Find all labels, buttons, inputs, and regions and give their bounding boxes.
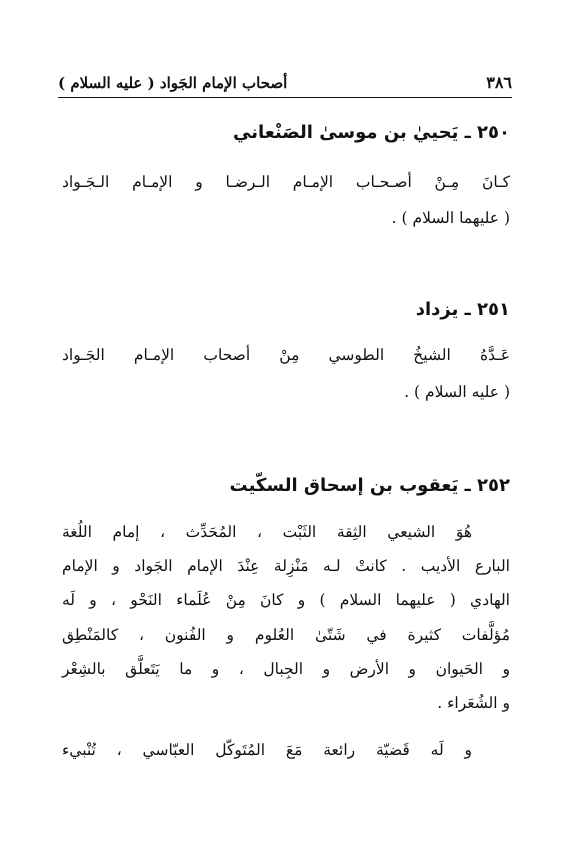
page-header — [58, 62, 512, 92]
entry-250-line: ( عليهما السلام ) . — [391, 209, 510, 227]
entry-252-line: الهادي ( عليهما السلام ) و كانَ مِنْ عُلَماء النَحْو ، و لَه — [62, 591, 510, 609]
entry-250-line: كـانَ مِـنْ أصـحـاب الإمـام الـرضـا و الإمـام الـجَـواد — [62, 173, 510, 191]
entry-251-line: ( عليه السلام ) . — [404, 383, 510, 401]
entry-252-line: هُوَ الشيعي الثِقة الثَبْت ، المُحَدِّث ، إمام اللُغة — [62, 523, 472, 541]
entry-252-line: البارع الأديب . كانتْ لـه مَنْزِلة عِنْدَ الإمام الجَواد و الإمام — [62, 557, 510, 575]
running-title: أصحاب الإمام الجَواد ( عليه السلام ) — [58, 74, 288, 92]
entry-252-line: و لَه قَضيّة رائعة مَعَ المُتَوكّل العبّاسي ، تُنْبيء — [62, 741, 472, 759]
entry-heading-251: ٢٥١ ـ يزداد — [415, 299, 510, 320]
entry-heading-250: ٢٥٠ ـ يَحييٰ بن موسىٰ الصَنْعاني — [233, 122, 510, 143]
header-divider — [58, 97, 512, 98]
entry-251-line: عَـدَّهُ الشيخُ الطوسي مِنْ أصحاب الإمـام الجَـواد — [62, 346, 510, 364]
entry-252-line: و الشُعَراء . — [437, 694, 510, 712]
entry-252-line: و الحَيوان و الأرض و الجِبال ، و ما يَتَعلَّق بالشِعْر — [62, 660, 510, 678]
entry-252-line: مُؤلَّفات كثيرة في شَتّىٰ العُلوم و الفُنون ، كالمَنْطِق — [62, 626, 510, 644]
entry-heading-252: ٢٥٢ ـ يَعقوب بن إسحاق السكّيت — [229, 475, 510, 496]
page-number: ٣٨٦ — [486, 73, 512, 92]
